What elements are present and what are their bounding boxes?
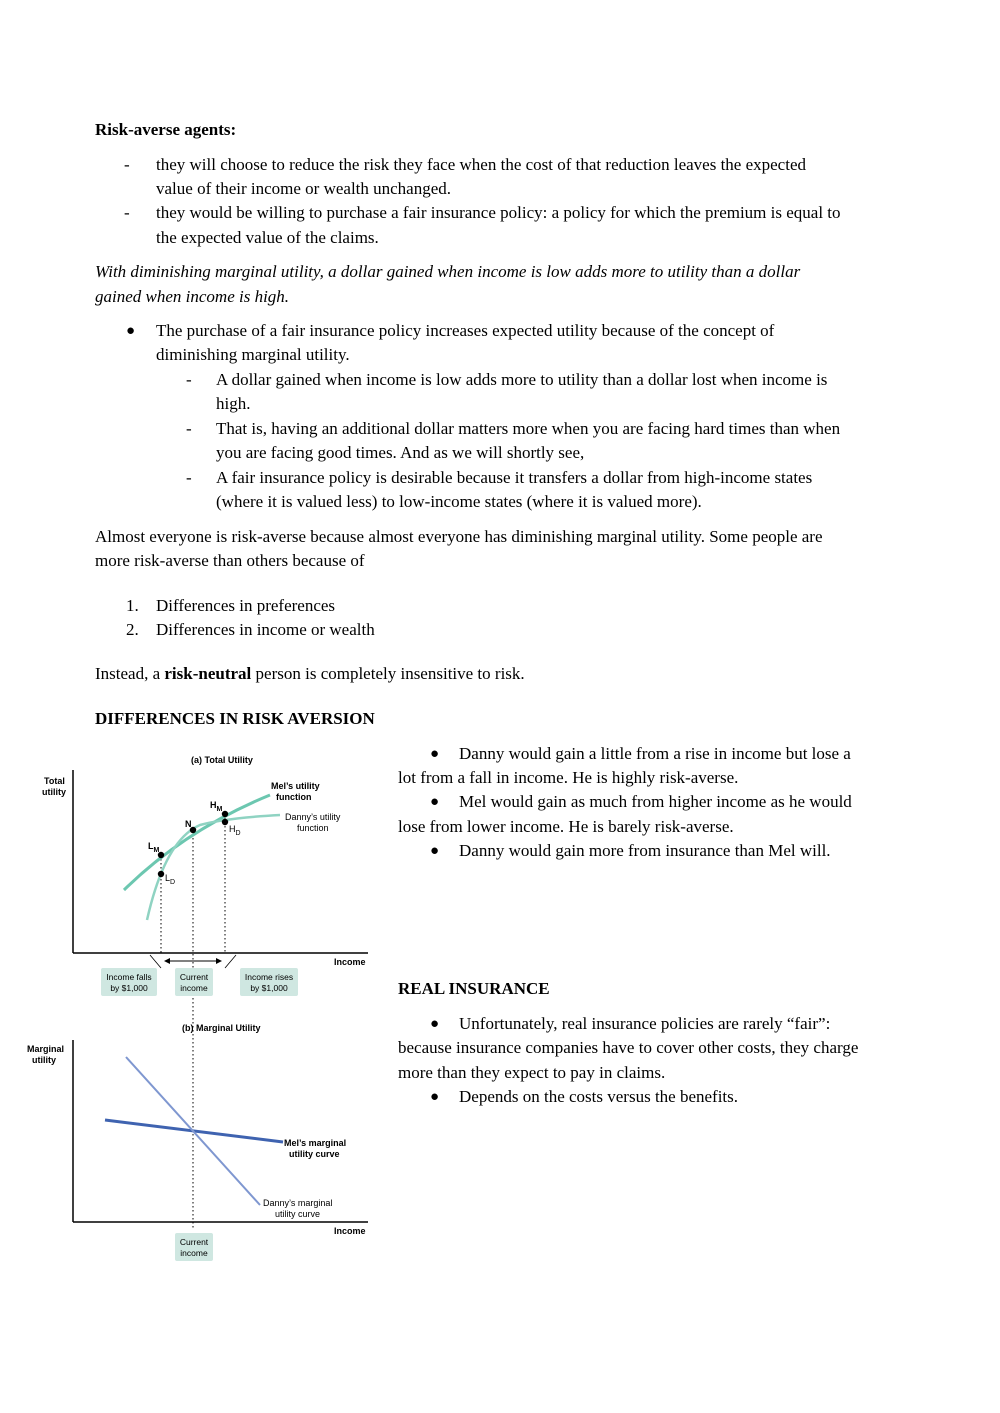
risk-neutral-paragraph: Instead, a risk-neutral person is completely insensitive to risk. — [95, 664, 525, 683]
danny-marginal-label: Danny’s marginal — [263, 1198, 333, 1208]
list-item: they will choose to reduce the risk they face when the cost of that reduction leaves the expected — [156, 155, 807, 174]
list-marker: - — [124, 203, 130, 222]
list-item: diminishing marginal utility. — [156, 345, 350, 364]
panel-b-ylabel: utility — [32, 1055, 56, 1065]
mel-utility-curve — [124, 795, 270, 890]
list-marker: - — [186, 370, 192, 389]
mel-marginal-label: Mel’s marginal — [284, 1138, 347, 1148]
bullet-marker: ● — [430, 1089, 440, 1105]
panel-a-title: (a) Total Utility — [191, 755, 253, 765]
panel-a-ylabel: Total — [44, 776, 65, 786]
point-ld — [158, 871, 164, 877]
current-income-label: Current — [179, 1237, 209, 1247]
danny-utility-label: Danny’s utility — [285, 812, 341, 822]
list-marker: - — [124, 155, 130, 174]
label-lm: $L_M$ — [148, 841, 160, 854]
bullet-marker: ● — [430, 794, 440, 810]
list-item: Danny would gain a little from a rise in income but lose a — [459, 744, 851, 763]
mel-utility-label: Mel’s utility — [271, 781, 320, 791]
bullet-marker: ● — [430, 1016, 440, 1032]
paragraph: Almost everyone is risk-averse because almost everyone has diminishing marginal utility. Some people are — [95, 527, 823, 546]
label-n: N — [185, 819, 192, 829]
list-item: Differences in income or wealth — [156, 620, 375, 639]
connector-line — [150, 955, 161, 968]
arrow-right-icon — [216, 958, 222, 964]
risk-averse-heading: Risk-averse agents: — [95, 120, 237, 139]
point-hm — [222, 811, 228, 817]
label-hm: $H_M$ — [210, 800, 223, 813]
italic-note: With diminishing marginal utility, a dollar gained when income is low adds more to utility than a dollar — [95, 262, 801, 281]
real-insurance-heading: REAL INSURANCE — [398, 979, 550, 998]
list-item: they would be willing to purchase a fair insurance policy: a policy for which the premium is equal to — [156, 203, 841, 222]
list-item: high. — [216, 394, 251, 413]
list-item: value of their income or wealth unchanged. — [156, 179, 452, 198]
list-number: 1. — [126, 596, 139, 615]
mel-utility-label: function — [276, 792, 312, 802]
list-item: Danny would gain more from insurance than Mel will. — [459, 841, 831, 860]
list-item: the expected value of the claims. — [156, 228, 379, 247]
danny-utility-curve — [147, 815, 280, 920]
mel-marginal-label: utility curve — [289, 1149, 340, 1159]
list-item: That is, having an additional dollar matters more when you are facing hard times than when — [216, 419, 841, 438]
income-rises-label: by $1,000 — [250, 983, 288, 993]
list-item: Unfortunately, real insurance policies are rarely “fair”: — [459, 1014, 831, 1033]
panel-b-title: (b) Marginal Utility — [182, 1023, 261, 1033]
list-item: Mel would gain as much from higher income as he would — [459, 792, 852, 811]
list-marker: - — [186, 468, 192, 487]
danny-marginal-label: utility curve — [275, 1209, 321, 1219]
differences-heading: DIFFERENCES IN RISK AVERSION — [95, 709, 375, 728]
bullet-marker: ● — [430, 843, 440, 859]
list-item: (where it is valued less) to low-income states (where it is valued more). — [216, 492, 702, 511]
list-item: A fair insurance policy is desirable because it transfers a dollar from high-income states — [216, 468, 813, 487]
list-item: The purchase of a fair insurance policy increases expected utility because of the concept of — [156, 321, 775, 340]
panel-a-xlabel: Income — [334, 957, 366, 967]
list-item: A dollar gained when income is low adds more to utility than a dollar lost when income is — [216, 370, 828, 389]
label-hd: $H_D$ — [229, 824, 241, 837]
danny-utility-label: function — [297, 823, 329, 833]
list-item: Differences in preferences — [156, 596, 336, 615]
bullet-marker: ● — [126, 323, 136, 339]
arrow-left-icon — [164, 958, 170, 964]
list-item: lot from a fall in income. He is highly risk-averse. — [398, 768, 739, 787]
connector-line — [225, 955, 236, 968]
italic-note: gained when income is high. — [95, 287, 290, 306]
panel-a-ylabel: utility — [42, 787, 66, 797]
list-item: because insurance companies have to cover other costs, they charge — [398, 1038, 859, 1057]
list-item: Depends on the costs versus the benefits. — [459, 1087, 739, 1106]
panel-b-ylabel: Marginal — [27, 1044, 65, 1054]
list-item: lose from lower income. He is barely risk-averse. — [398, 817, 734, 836]
income-falls-label: by $1,000 — [110, 983, 148, 993]
list-item: more than they expect to pay in claims. — [398, 1063, 666, 1082]
paragraph: more risk-averse than others because of — [95, 551, 365, 570]
panel-b-xlabel: Income — [334, 1226, 366, 1236]
income-rises-label: Income rises — [244, 972, 294, 982]
point-hd — [222, 819, 228, 825]
list-marker: - — [186, 419, 192, 438]
list-item: you are facing good times. And as we will shortly see, — [216, 443, 585, 462]
bullet-marker: ● — [430, 746, 440, 762]
current-income-label: income — [180, 983, 208, 993]
list-number: 2. — [126, 620, 139, 639]
income-falls-label: Income falls — [106, 972, 152, 982]
current-income-label: income — [180, 1248, 208, 1258]
current-income-label: Current — [179, 972, 209, 982]
label-ld: $L_D$ — [165, 873, 176, 886]
